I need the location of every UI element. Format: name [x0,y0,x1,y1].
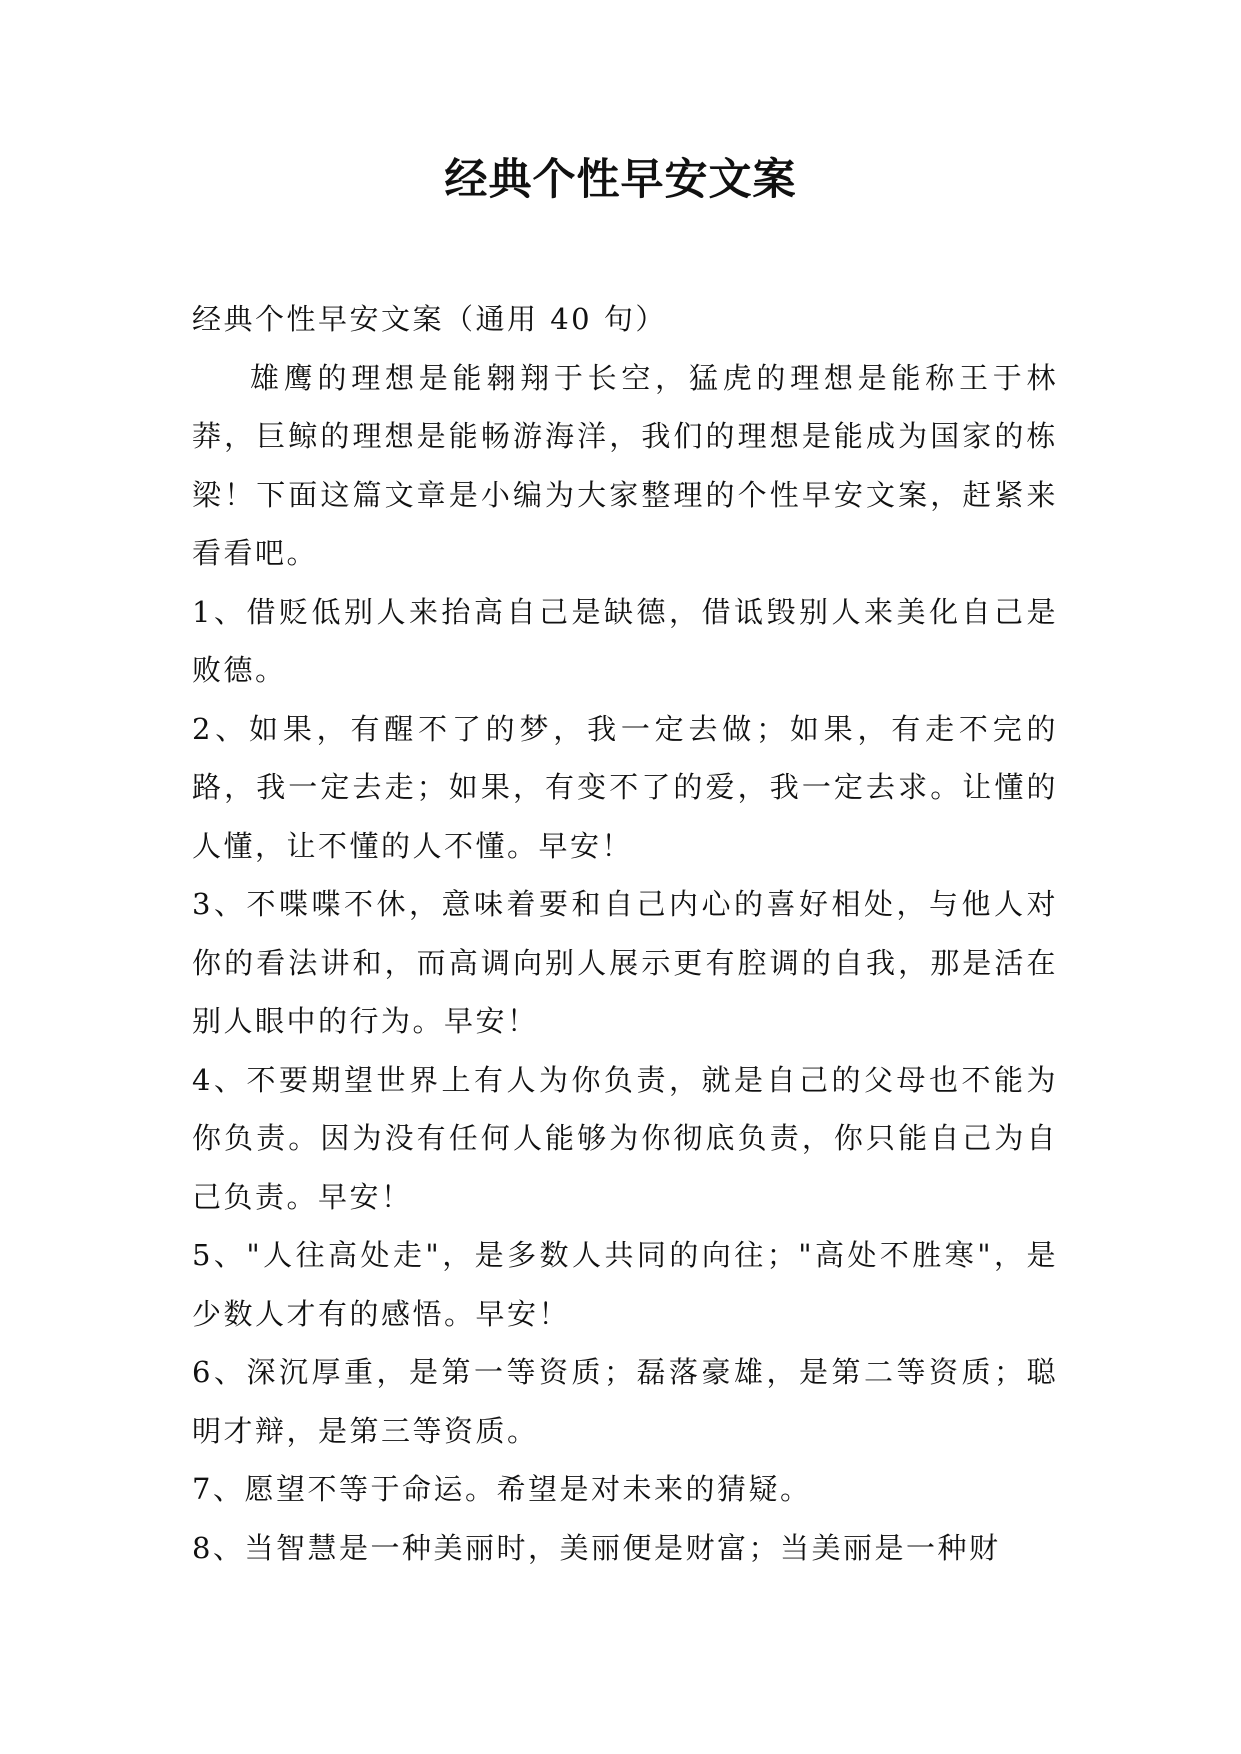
list-item: 7、愿望不等于命运。希望是对未来的猜疑。 [192,1472,812,1506]
list-item: 3、不喋喋不休，意味着要和自己内心的喜好相处，与他人对你的看法讲和，而高调向别人展示更有腔调的自我，那是活在别人眼中的行为。早安！ [192,887,1058,1038]
list-item: 8、当智慧是一种美丽时，美丽便是财富；当美丽是一种财 [192,1530,1001,1565]
document-subtitle: 经典个性早安文案（通用 40 句） [192,302,667,336]
list-item: 1、借贬低别人来抬高自己是缺德，借诋毁别人来美化自己是败德。 [192,594,1058,687]
document-title: 经典个性早安文案 [444,155,797,205]
list-item: 4、不要期望世界上有人为你负责，就是自己的父母也不能为你负责。因为没有任何人能够为你彻底负责，你只能自己为自己负责。早安！ [192,1062,1058,1214]
intro-paragraph: 雄鹰的理想是能翱翔于长空，猛虎的理想是能称王于林莽，巨鲸的理想是能畅游海洋，我们的理想是能成为国家的栋梁！下面这篇文章是小编为大家整理的个性早安文案，赶紧来看看吧。 [192,360,1058,570]
list-item: 6、深沉厚重，是第一等资质；磊落豪雄，是第二等资质；聪明才辩，是第三等资质。 [192,1355,1058,1448]
document-body [192,290,1058,1577]
list-item: 2、如果，有醒不了的梦，我一定去做；如果，有走不完的路，我一定去走；如果，有变不了的爱，我一定去求。让懂的人懂，让不懂的人不懂。早安！ [192,711,1058,863]
list-item: 5、"人往高处走"，是多数人共同的向往；"高处不胜寒"，是少数人才有的感悟。早安！ [192,1238,1058,1331]
